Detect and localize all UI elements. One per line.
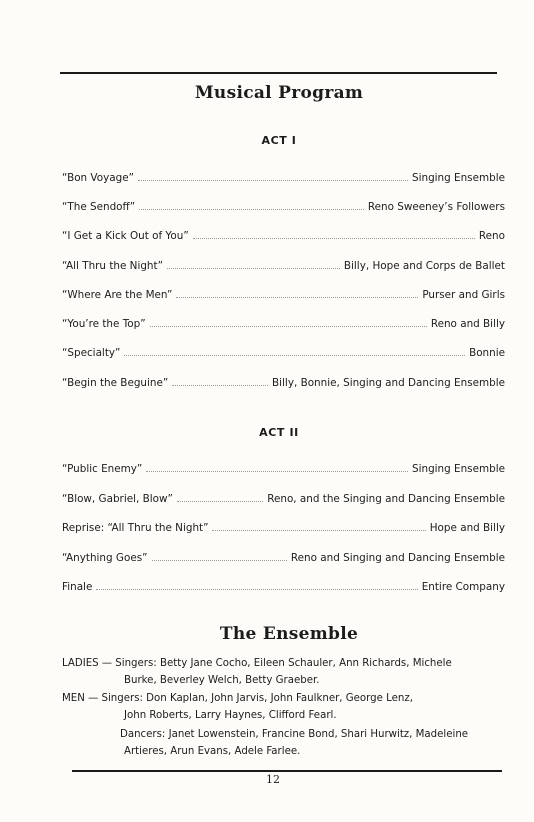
song-title: “The Sendoff” [62,201,136,213]
performer: Reno and Billy [430,318,505,330]
ensemble-dancers [62,726,510,760]
program-item [62,489,505,505]
bottom-rule [72,770,502,772]
program-item [62,285,505,301]
performer: Entire Company [421,581,505,593]
program-item [62,373,505,389]
dot-leader [124,355,465,356]
song-title: “Where Are the Men” [62,289,173,301]
dot-leader [167,268,340,269]
dot-leader [176,297,418,298]
song-title: “Begin the Beguine” [62,377,169,389]
dot-leader [138,180,408,181]
program-item [62,314,505,330]
song-title: “Public Enemy” [62,463,143,475]
program-item [62,459,505,475]
performer: Reno [478,230,505,242]
performer: Reno Sweeney’s Followers [367,201,505,213]
song-title: “Specialty” [62,347,121,359]
program-item [62,343,505,359]
men-line-2: John Roberts, Larry Haynes, Clifford Fearl. [124,710,337,721]
song-title: “All Thru the Night” [62,260,163,272]
program-item [62,197,505,213]
dancers-line-2: Artieres, Arun Evans, Adele Farlee. [124,746,301,757]
ensemble-men [62,690,510,724]
song-title: Reprise: “All Thru the Night” [62,522,209,534]
performer: Singing Ensemble [412,172,505,184]
act-two-heading: ACT II [259,426,299,439]
performer: Billy, Hope and Corps de Ballet [343,260,505,272]
performer: Hope and Billy [429,522,505,534]
performer: Reno, and the Singing and Dancing Ensemble [267,493,505,505]
dot-leader [152,560,287,561]
dot-leader [172,385,268,386]
men-line-1: MEN — Singers: Don Kaplan, John Jarvis, John Faulkner, George Lenz, [62,693,413,704]
dot-leader [150,326,427,327]
performer: Bonnie [469,347,505,359]
dot-leader [212,530,425,531]
ladies-line-2: Burke, Beverley Welch, Betty Graeber. [124,675,320,686]
song-title: “Anything Goes” [62,552,148,564]
dot-leader [177,501,263,502]
ensemble-ladies [62,655,510,689]
dot-leader [193,238,475,239]
program-item [62,226,505,242]
performer: Reno and Singing and Dancing Ensemble [290,552,505,564]
song-title: “I Get a Kick Out of You” [62,230,189,242]
page-title: Musical Program [194,83,364,103]
dot-leader [146,471,408,472]
performer: Purser and Girls [422,289,505,301]
dot-leader [139,209,364,210]
song-title: “Blow, Gabriel, Blow” [62,493,173,505]
ensemble-title: The Ensemble [219,624,359,644]
program-item [62,518,505,534]
ladies-line-1: LADIES — Singers: Betty Jane Cocho, Eileen Schauler, Ann Richards, Michele [62,658,452,669]
program-item [62,256,505,272]
song-title: Finale [62,581,93,593]
performer: Singing Ensemble [412,463,505,475]
act-one-heading: ACT I [261,134,297,147]
top-rule [60,72,497,74]
dancers-line-1: Dancers: Janet Lowenstein, Francine Bond, Shari Hurwitz, Madeleine [120,729,469,740]
page-number: 12 [266,773,280,786]
performer: Billy, Bonnie, Singing and Dancing Ensemble [272,377,505,389]
program-item [62,168,505,184]
program-item [62,577,505,593]
dot-leader [96,589,417,590]
program-item [62,548,505,564]
song-title: “Bon Voyage” [62,172,134,184]
song-title: “You’re the Top” [62,318,146,330]
